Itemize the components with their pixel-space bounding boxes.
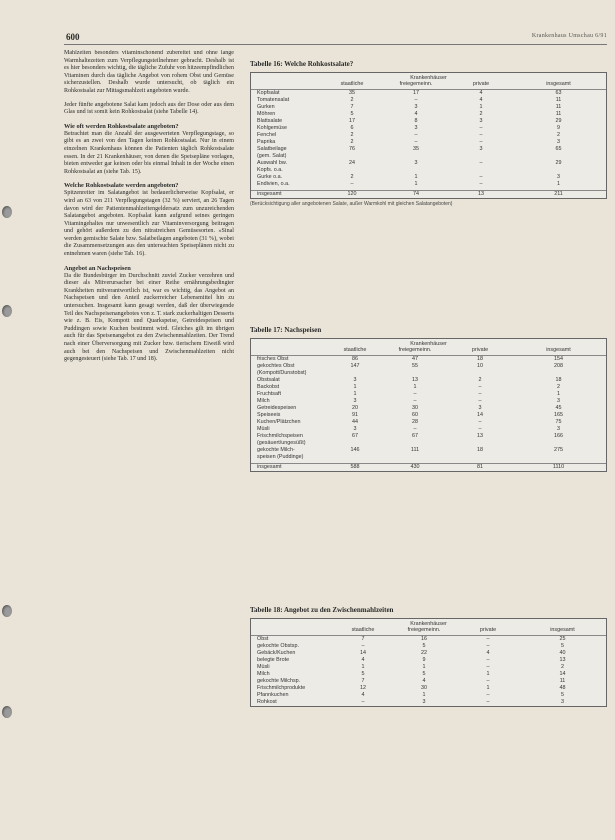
row-label: Obstsalat: [257, 377, 280, 383]
table-cell: 30: [421, 685, 427, 691]
table-cell: 154: [554, 356, 563, 362]
table-cell: 44: [352, 419, 358, 425]
table-cell: –: [361, 699, 365, 705]
table-cell: 120: [347, 191, 357, 197]
row-label: Auswahl bw. Kopfs. o.a.: [257, 160, 287, 173]
row-label: Pfannkuchen: [257, 692, 289, 698]
table-cell: 29: [555, 160, 562, 166]
row-label: Salatbeilage (gem. Salat): [257, 146, 287, 159]
table-cell: 1: [422, 664, 426, 670]
table-cell: 13: [412, 377, 418, 383]
row-label: Fruchtsaft: [257, 391, 281, 397]
punch-hole: [2, 206, 12, 218]
table-cell: 7: [361, 678, 365, 684]
table-cell: 47: [412, 356, 418, 362]
column-header: staatliche: [340, 81, 364, 87]
table-cell: 55: [412, 363, 418, 369]
table-row: [251, 692, 606, 699]
table-cell: 17: [413, 90, 419, 96]
table-cell: 1: [422, 692, 426, 698]
table-cell: 2: [557, 132, 560, 138]
row-label: belegte Brote: [257, 657, 290, 663]
table-cell: 60: [412, 412, 418, 418]
column-header: staatliche: [343, 347, 367, 353]
table-cell: 3: [561, 699, 564, 705]
table-cell: 2: [561, 664, 564, 670]
column-header: private: [479, 627, 497, 633]
table-frame: [250, 338, 607, 472]
table-16: [250, 60, 607, 207]
table-cell: –: [478, 398, 482, 404]
table-row: [251, 139, 606, 146]
paragraph: Spitzenreiter im Salatangebot ist bedauerlicherweise Kopfsalat, er wird an 63 von 211 Verpflegungstagen (32 %) serviert, an 26 Tagen davon wird der Patientenmahlzeitengeldersatz zum unzureichenden Salatangebot angeboten. Kopfsalat kann aufgrund seines geringen Vitamingehaltes nur unwesentlich zur Vitaminversorgung beitragen und gehört außerdem zu den nitratreichen Gemüsesorten. »Sinal werden gemischte Salate bzw. Salatbeilagen angeboten (31 %), wobei die Zusammensetzungen aus den untersuchten Speiseplänen nicht zu entnehmen waren (siehe Tab. 16).: [64, 190, 234, 258]
table-row: [251, 636, 606, 643]
running-head: Krankenhaus Umschau 6/91: [531, 33, 607, 39]
row-label: gekochtes Obst (Kompott/Dunstobst): [257, 363, 307, 376]
table-total-row: [251, 463, 606, 471]
table-cell: 25: [559, 636, 566, 642]
table-title: Tabelle 16: Welche Rohkostsalate?: [250, 60, 354, 68]
table-cell: 147: [350, 363, 360, 369]
column-header: [251, 347, 329, 353]
table-row: [251, 181, 606, 188]
table-18: [250, 606, 607, 707]
row-label: Rohkost: [257, 699, 277, 705]
table-cell: –: [479, 160, 483, 166]
table-cell: 1: [414, 181, 418, 187]
table-title: Tabelle 18: Angebot zu den Zwischenmahlzeiten: [250, 606, 394, 614]
table-cell: 76: [349, 146, 355, 152]
table-cell: 2: [557, 384, 560, 390]
column-group-header: Krankenhäuser: [410, 75, 447, 81]
table-cell: –: [361, 643, 365, 649]
table-cell: 3: [422, 699, 426, 705]
punch-hole: [2, 605, 12, 617]
row-label: insgesamt: [257, 464, 282, 470]
table-header-row: [251, 81, 606, 90]
table-row: [251, 657, 606, 664]
table-cell: 165: [554, 412, 563, 418]
row-label: Kopfsalat: [257, 90, 280, 96]
row-label: frisches Obst: [257, 356, 289, 362]
table-cell: 3: [414, 104, 418, 110]
table-frame: [250, 72, 607, 199]
table-cell: 3: [353, 377, 357, 383]
table-cell: 2: [350, 139, 354, 145]
table-cell: 3: [414, 160, 418, 166]
column-header: freiegemeinn.: [399, 81, 433, 87]
table-cell: 24: [349, 160, 355, 166]
table-cell: 1: [414, 174, 418, 180]
table-cell: –: [413, 426, 417, 432]
column-group-header: Krankenhäuser: [410, 341, 447, 347]
table-cell: –: [479, 139, 483, 145]
table-cell: –: [350, 181, 354, 187]
row-label: Speiseeis: [257, 412, 281, 418]
table-row: [251, 377, 606, 384]
table-row: [251, 104, 606, 111]
table-cell: 2: [350, 97, 354, 103]
table-cell: 1: [353, 391, 357, 397]
header-rule: [64, 44, 607, 45]
table-cell: 14: [360, 650, 366, 656]
column-header: freiegemeinn.: [407, 627, 441, 633]
table-cell: 5: [561, 692, 564, 698]
table-row: [251, 111, 606, 118]
paragraph: Da die Bundesbürger im Durchschnitt zuviel Zucker verzehren und dieser als Mitverursacher bei einer Reihe ernährungsbedingter Krankheiten mitverantwortlich ist, war es wichtig, das Angebot an Nachspeisen und den Anteil zuckerreicher Lebensmittel hin zu untersuchen. Insgesamt kann gesagt werden, daß der überwiegende Teil des Nachspeisenangebotes von z. T. stark zuckerhaltigen Desserts wie z. B. Eis, Kompott und Quarkspeise, Getreidespeisen und Puddingen sowie Kuchen bestimmt wird. Gleiches gilt im übrigen auch für das Speisenangebot zu den Zwischenmahlzeiten. Der Trend nach einer Überversorgung mit Zucker bzw. tierischem Eiweiß wird auch bei den Nachspeisen und Zwischenmahlzeiten nicht gegengesteuert (siehe Tab. 17 und 18).: [64, 272, 234, 363]
table-cell: 3: [479, 118, 483, 124]
table-cell: 3: [479, 146, 483, 152]
table-cell: 22: [421, 650, 427, 656]
column-header: [251, 627, 335, 633]
table-cell: –: [478, 419, 482, 425]
table-cell: 3: [557, 426, 560, 432]
column-header: staatliche: [351, 627, 375, 633]
table-row: [251, 90, 606, 97]
table-row: [251, 678, 606, 685]
table-cell: 2: [350, 132, 354, 138]
table-cell: 2: [350, 174, 354, 180]
table-cell: –: [486, 692, 490, 698]
table-cell: –: [414, 132, 418, 138]
row-label: Obst: [257, 636, 269, 642]
table-cell: 1: [486, 685, 490, 691]
table-cell: 430: [410, 464, 420, 470]
table-cell: 63: [555, 90, 562, 96]
table-cell: 28: [412, 419, 418, 425]
table-cell: –: [486, 678, 490, 684]
table-cell: 1: [413, 384, 417, 390]
table-cell: 18: [477, 356, 483, 362]
table-cell: 91: [352, 412, 358, 418]
table-cell: –: [486, 643, 490, 649]
column-header: freiegemeinn.: [398, 347, 432, 353]
table-cell: 30: [412, 405, 418, 411]
table-cell: 67: [352, 433, 358, 439]
table-cell: –: [413, 398, 417, 404]
table-cell: 3: [353, 426, 357, 432]
table-cell: 81: [477, 464, 483, 470]
paragraph: Jeder fünfte angebotene Salat kam jedoch aus der Dose oder aus dem Glas und ist somit kein Rohkostsalat (siehe Tabelle 14).: [64, 101, 234, 116]
table-cell: 48: [559, 685, 566, 691]
table-cell: 1: [557, 181, 560, 187]
row-label: Gebäck/Kuchen: [257, 650, 296, 656]
table-row: [251, 398, 606, 405]
table-cell: 8: [414, 118, 418, 124]
table-cell: –: [413, 391, 417, 397]
table-row: [251, 650, 606, 657]
table-row: [251, 426, 606, 433]
table-frame: [250, 618, 607, 707]
row-label: Gurken: [257, 104, 275, 110]
column-header: insgesamt: [546, 81, 571, 87]
table-cell: 4: [479, 90, 483, 96]
table-17: [250, 326, 607, 472]
table-cell: 146: [350, 447, 360, 453]
table-cell: 166: [554, 433, 563, 439]
table-cell: 7: [361, 636, 365, 642]
table-cell: 17: [349, 118, 355, 124]
table-row: [251, 412, 606, 419]
table-cell: 1: [479, 104, 483, 110]
table-cell: 1: [486, 671, 490, 677]
table-cell: –: [478, 426, 482, 432]
table-cell: –: [479, 174, 483, 180]
table-cell: 4: [479, 97, 483, 103]
table-row: [251, 132, 606, 139]
table-cell: 4: [361, 692, 365, 698]
row-label: gekochte Milchsp.: [257, 678, 301, 684]
table-cell: 4: [422, 678, 426, 684]
table-cell: 45: [555, 405, 562, 411]
table-cell: 4: [414, 111, 418, 117]
table-cell: 12: [360, 685, 366, 691]
row-label: Milch: [257, 671, 270, 677]
row-label: Fenchel: [257, 132, 277, 138]
table-cell: 3: [353, 398, 357, 404]
row-label: Tomatensalat: [257, 97, 290, 103]
table-row: [251, 643, 606, 650]
table-cell: –: [478, 391, 482, 397]
table-row: [251, 125, 606, 132]
table-cell: 2: [478, 377, 482, 383]
table-cell: –: [478, 384, 482, 390]
paragraph: Mahlzeiten besonders vitaminschonend zubereitet und ohne lange Warmhaltezeiten zum Verpflegungsteilnehmer gebracht. Deshalb ist es hier besonders wichtig, die tägliche Zufuhr von hitzeempfindlichen Vitaminen durch das tägliche Angebot von rohem Obst und Gemüse sicherzustellen. Deshalb wurde untersucht, ob täglich ein Rohkostsalat zur Mittagsmahlzeit angeboten wurde.: [64, 50, 234, 94]
table-cell: 1: [557, 391, 560, 397]
table-cell: 40: [559, 650, 566, 656]
table-row: [251, 685, 606, 692]
table-cell: 18: [477, 447, 483, 453]
column-header: private: [471, 347, 489, 353]
row-label: Milch: [257, 398, 270, 404]
table-note: (Berücksichtigung aller angebotenen Salate, außer Warmkohl mit gleichen Salatangeboten): [250, 201, 453, 207]
table-cell: 5: [422, 671, 426, 677]
column-group-header: Krankenhäuser: [410, 621, 447, 627]
table-cell: 16: [421, 636, 427, 642]
table-cell: 74: [413, 191, 419, 197]
table-cell: 86: [352, 356, 358, 362]
table-cell: 7: [350, 104, 354, 110]
table-cell: 14: [477, 412, 483, 418]
row-label: Blattsalate: [257, 118, 283, 124]
table-row: [251, 433, 606, 447]
row-label: gekochte Obstsp.: [257, 643, 299, 649]
table-cell: 4: [486, 650, 490, 656]
table-cell: 11: [555, 111, 562, 117]
table-cell: –: [486, 657, 490, 663]
table-cell: –: [486, 664, 490, 670]
row-label: Möhren: [257, 111, 276, 117]
row-label: Paprika: [257, 139, 276, 145]
table-cell: 275: [554, 447, 563, 453]
table-cell: 3: [557, 174, 560, 180]
table-cell: 5: [561, 643, 564, 649]
table-cell: 65: [555, 146, 562, 152]
punch-hole: [2, 706, 12, 718]
table-cell: –: [414, 97, 418, 103]
page-number: 600: [66, 32, 80, 42]
column-header: private: [472, 81, 490, 87]
row-label: Frischmilchspeisen (gesäuert/ungesüßt): [257, 433, 306, 446]
table-cell: 35: [349, 90, 355, 96]
table-cell: 1110: [552, 464, 565, 470]
table-cell: –: [414, 139, 418, 145]
table-cell: –: [479, 181, 483, 187]
table-cell: 4: [361, 657, 365, 663]
table-row: [251, 671, 606, 678]
table-cell: 211: [554, 191, 563, 197]
table-cell: 6: [350, 125, 354, 131]
table-cell: 67: [412, 433, 418, 439]
table-cell: 10: [477, 363, 483, 369]
table-row: [251, 356, 606, 363]
table-row: [251, 384, 606, 391]
row-label: gekochte Milch- speisen (Puddinge): [257, 447, 304, 460]
table-cell: 1: [353, 384, 357, 390]
row-label: Getreidespeisen: [257, 405, 297, 411]
table-cell: 3: [557, 139, 560, 145]
table-cell: 9: [422, 657, 426, 663]
left-text-column: [64, 50, 234, 840]
row-label: Kohlgemüse: [257, 125, 287, 131]
table-cell: –: [486, 636, 490, 642]
table-cell: 5: [350, 111, 354, 117]
table-cell: 3: [557, 398, 560, 404]
section-heading: Angebot an Nachspeisen: [64, 264, 131, 272]
table-row: [251, 363, 606, 377]
table-title: Tabelle 17: Nachspeisen: [250, 326, 322, 334]
table-cell: 75: [555, 419, 562, 425]
row-label: Kuchen/Plätzchen: [257, 419, 301, 425]
table-cell: 111: [410, 447, 420, 453]
table-header-row: [251, 627, 606, 636]
table-cell: 13: [477, 433, 483, 439]
column-header: insgesamt: [550, 627, 575, 633]
row-label: Gurke o.a.: [257, 174, 283, 180]
table-row: [251, 160, 606, 174]
table-cell: 1: [361, 664, 365, 670]
table-row: [251, 146, 606, 160]
table-cell: 11: [559, 678, 566, 684]
column-header: insgesamt: [546, 347, 571, 353]
table-total-row: [251, 190, 606, 198]
table-row: [251, 699, 606, 706]
table-cell: 20: [352, 405, 358, 411]
table-cell: 11: [555, 104, 562, 110]
paragraph: Betrachtet man die Anzahl der ausgewerteten Verpflegungstage, so gibt es an zwei von den Tagen keinen Rohkostsalat. Nur in einem einzelnen Krankenhaus können die Patienten täglich Rohkostsalate essen. In der 21 Krankenhäuser, von denen die Speisepläne vorlagen, bieten entweder gar keinen oder bis einmal Inhalt in der Woche einen Rohkostsalat an (siehe Tab. 15).: [64, 130, 234, 175]
row-label: Frischmilchprodukte: [257, 685, 306, 691]
table-cell: –: [486, 699, 490, 705]
table-cell: 9: [557, 125, 560, 131]
table-row: [251, 447, 606, 461]
table-cell: 14: [559, 671, 566, 677]
table-row: [251, 118, 606, 125]
table-cell: 5: [422, 643, 426, 649]
table-row: [251, 97, 606, 104]
table-cell: 13: [559, 657, 566, 663]
punch-hole: [2, 305, 12, 317]
row-label: Endivien, o.a.: [257, 181, 290, 187]
table-cell: 588: [350, 464, 360, 470]
table-row: [251, 419, 606, 426]
table-row: [251, 174, 606, 181]
table-cell: 29: [555, 118, 562, 124]
row-label: Müsli: [257, 426, 270, 432]
section-heading: Wie oft werden Rohkostsalate angeboten?: [64, 122, 179, 130]
column-header: [251, 81, 323, 87]
table-row: [251, 664, 606, 671]
table-cell: 3: [414, 125, 418, 131]
row-label: Backobst: [257, 384, 280, 390]
row-label: Müsli: [257, 664, 270, 670]
table-cell: 11: [555, 97, 562, 103]
table-cell: 3: [478, 405, 482, 411]
table-cell: 13: [478, 191, 484, 197]
table-cell: 35: [413, 146, 419, 152]
table-cell: 208: [554, 363, 563, 369]
table-cell: 2: [479, 111, 483, 117]
table-cell: 5: [361, 671, 365, 677]
row-label: insgesamt: [257, 191, 282, 197]
table-header-row: [251, 347, 606, 356]
table-row: [251, 391, 606, 398]
table-cell: –: [479, 125, 483, 131]
table-cell: –: [479, 132, 483, 138]
table-row: [251, 405, 606, 412]
table-cell: 18: [555, 377, 562, 383]
section-heading: Welche Rohkostsalate werden angeboten?: [64, 182, 179, 190]
